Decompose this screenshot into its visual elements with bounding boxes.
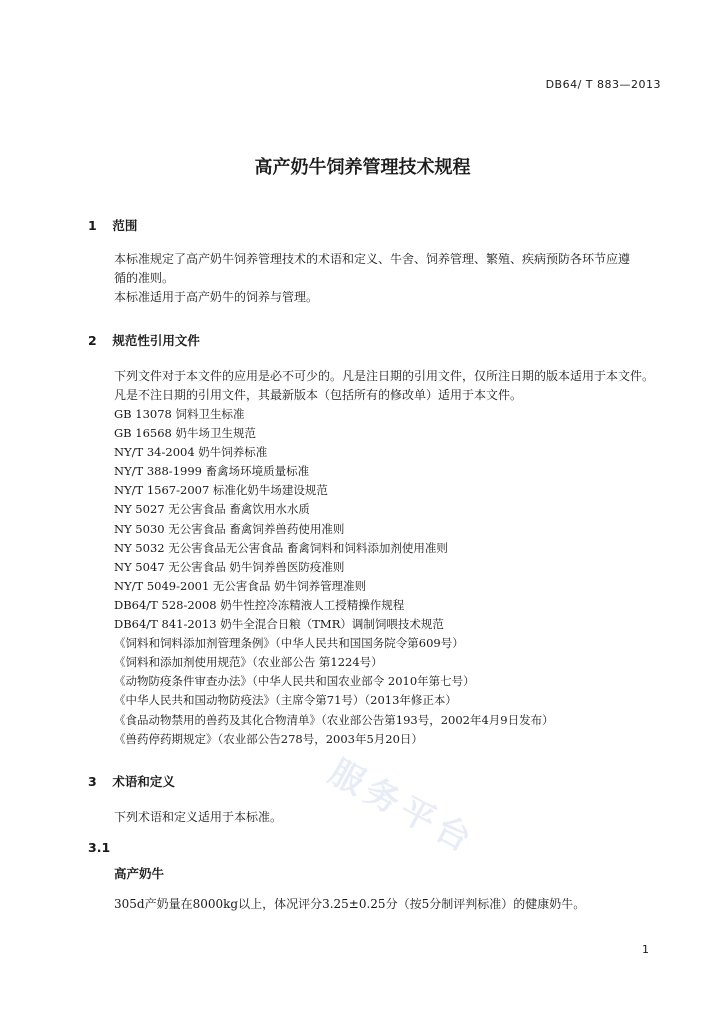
section-2-intro-line-2: 凡是不注日期的引用文件，其最新版本（包括所有的修改单）适用于本文件。: [114, 388, 523, 402]
reference-item: NY 5027 无公害食品 畜禽饮用水水质: [114, 502, 310, 517]
section-2-heading: [88, 331, 200, 349]
section-3-heading: [88, 772, 175, 790]
reference-item: GB 16568 奶牛场卫生规范: [114, 426, 257, 441]
reference-item: NY 5030 无公害食品 畜禽饲养兽药使用准则: [114, 521, 345, 536]
reference-item: NY/T 5049-2001 无公害食品 奶牛饲养管理准则: [114, 578, 367, 593]
section-1-number: 1: [88, 218, 97, 233]
term-definition: 305d产奶量在8000kg以上，体况评分3.25±0.25分（按5分制评判标准）的健康奶牛。: [114, 897, 586, 911]
reference-item: 《中华人民共和国动物防疫法》（主席令第71号）（2013年修正本）: [114, 693, 457, 708]
reference-item: 《动物防疫条件审查办法》（中华人民共和国农业部令 2010年第七号）: [114, 674, 475, 689]
section-3-title: 术语和定义: [112, 774, 175, 789]
section-2-intro-line-1: 下列文件对于本文件的应用是必不可少的。凡是注日期的引用文件，仅所注日期的版本适用于本文件。: [114, 369, 655, 383]
reference-item: NY/T 1567-2007 标准化奶牛场建设规范: [114, 483, 328, 498]
reference-item: NY 5047 无公害食品 奶牛饲养兽医防疫准则: [114, 559, 345, 574]
section-3-number: 3: [88, 774, 97, 789]
section-2-number: 2: [88, 333, 97, 348]
subsection-3-1-number: 3.1: [88, 840, 111, 855]
section-1-para-1-line-1: 本标准规定了高产奶牛饲养管理技术的术语和定义、牛舍、饲养管理、繁殖、疾病预防各环节应遵: [114, 252, 631, 266]
reference-item: NY/T 388-1999 畜禽场环境质量标准: [114, 464, 310, 479]
section-1-title: 范围: [112, 218, 138, 233]
document-title: 高产奶牛饲养管理技术规程: [254, 157, 471, 178]
reference-item: 《饲料和饲料添加剂管理条例》（中华人民共和国国务院令第609号）: [114, 636, 464, 651]
reference-item: DB64/T 528-2008 奶牛性控冷冻精液人工授精操作规程: [114, 597, 405, 612]
reference-item: DB64/T 841-2013 奶牛全混合日粮（TMR）调制饲喂技术规范: [114, 617, 444, 632]
page-number: 1: [642, 943, 649, 956]
normative-references-list: [114, 405, 554, 749]
reference-item: 《兽药停药期规定》（农业部公告278号，2003年5月20日）: [114, 731, 423, 746]
section-1-heading: [88, 216, 137, 234]
section-1-para-2: 本标准适用于高产奶牛的饲养与管理。: [114, 290, 319, 304]
term-high-yield-cow: 高产奶牛: [114, 866, 165, 881]
document-number: DB64/ T 883—2013: [545, 78, 661, 91]
section-2-title: 规范性引用文件: [112, 333, 200, 348]
reference-item: NY 5032 无公害食品无公害食品 畜禽饲料和饲料添加剂使用准则: [114, 540, 448, 555]
section-1-para-1-line-2: 循的准则。: [114, 271, 175, 285]
reference-item: 《食品动物禁用的兽药及其化合物清单》（农业部公告第193号，2002年4月9日发布）: [114, 712, 554, 727]
reference-item: 《饲料和添加剂使用规范》（农业部公告 第1224号）: [114, 655, 383, 670]
section-3-intro: 下列术语和定义适用于本标准。: [114, 810, 283, 824]
reference-item: NY/T 34-2004 奶牛饲养标准: [114, 445, 268, 460]
watermark-text: 服务平台: [322, 752, 483, 863]
reference-item: GB 13078 饲料卫生标准: [114, 407, 245, 421]
